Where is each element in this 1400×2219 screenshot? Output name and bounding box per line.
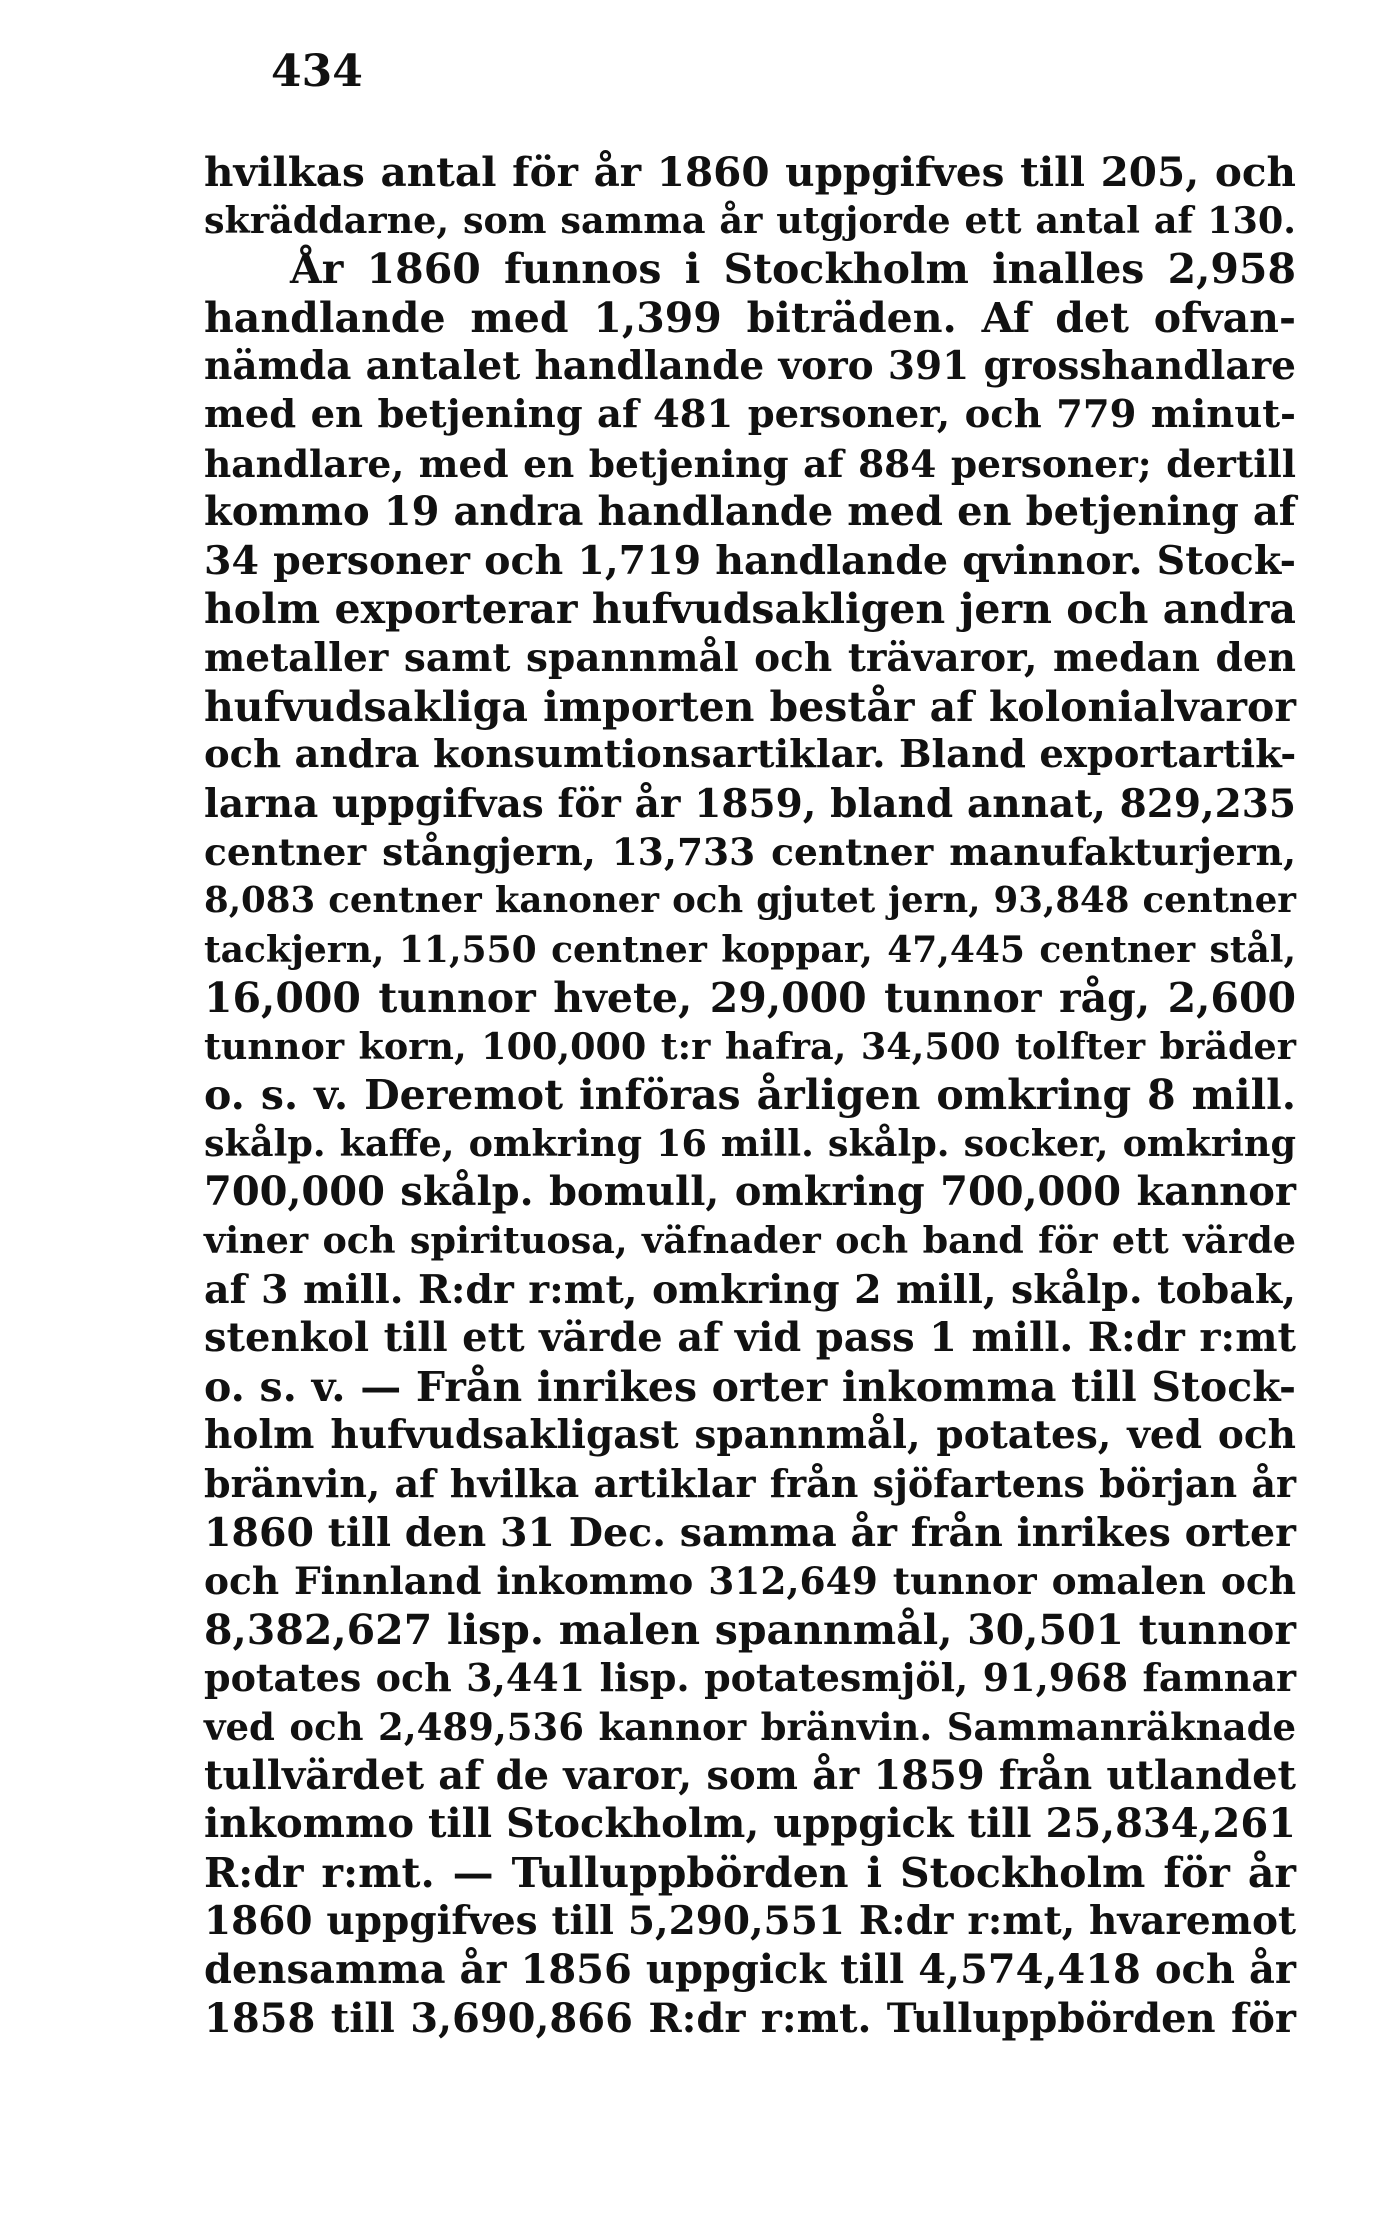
text-line: tackjern, 11,550 centner koppar, 47,445 centner stål, bbox=[204, 928, 1296, 971]
text-line: 34 personer och 1,719 handlande qvinnor. Stock- bbox=[204, 537, 1296, 584]
text-line: stenkol till ett värde af vid pass 1 mill. R:dr r:mt bbox=[204, 1314, 1296, 1362]
text-line: tunnor korn, 100,000 t:r hafra, 34,500 tolfter bräder bbox=[204, 1024, 1296, 1068]
text-line: kommo 19 andra handlande med en betjening af bbox=[204, 488, 1296, 536]
text-line: 8,382,627 lisp. malen spannmål, 30,501 tunnor bbox=[204, 1605, 1296, 1654]
text-line: skålp. kaffe, omkring 16 mill. skålp. socker, omkring bbox=[204, 1121, 1296, 1165]
text-line: 16,000 tunnor hvete, 29,000 tunnor råg, 2,600 bbox=[204, 974, 1296, 1023]
text-line: hufvudsakliga importen består af kolonialvaror bbox=[204, 682, 1296, 731]
text-line: 700,000 skålp. bomull, omkring 700,000 kannor bbox=[204, 1168, 1296, 1216]
text-line: larna uppgifvas för år 1859, bland annat, 829,235 bbox=[204, 780, 1296, 827]
text-line: metaller samt spannmål och trävaror, medan den bbox=[204, 634, 1296, 681]
text-line: viner och spirituosa, väfnader och band för ett värde bbox=[204, 1219, 1296, 1263]
text-line: tullvärdet af de varor, som år 1859 från utlandet bbox=[204, 1751, 1296, 1799]
text-line: holm hufvudsakligast spannmål, potates, ved och bbox=[204, 1412, 1296, 1459]
text-line: o. s. v. Deremot införas årligen omkring 8 mill. bbox=[204, 1071, 1296, 1120]
text-line: densamma år 1856 uppgick till 4,574,418 och år bbox=[204, 1945, 1296, 1993]
text-line: o. s. v. — Från inrikes orter inkomma till Stock- bbox=[204, 1362, 1296, 1411]
text-line: 8,083 centner kanoner och gjutet jern, 93,848 centner bbox=[204, 879, 1296, 921]
text-line: nämda antalet handlande voro 391 grosshandlare bbox=[204, 343, 1296, 390]
text-line: handlare, med en betjening af 884 personer; dertill bbox=[204, 441, 1296, 486]
text-line: hvilkas antal för år 1860 uppgifves till 205, och bbox=[204, 148, 1296, 196]
text-line: 1860 uppgifves till 5,290,551 R:dr r:mt, hvaremot bbox=[204, 1898, 1296, 1945]
text-line: af 3 mill. R:dr r:mt, omkring 2 mill, skålp. tobak, bbox=[204, 1266, 1296, 1313]
text-line: 1858 till 3,690,866 R:dr r:mt. Tulluppbörden för bbox=[204, 1994, 1296, 2042]
text-line: potates och 3,441 lisp. potatesmjöl, 91,968 famnar bbox=[204, 1655, 1296, 1701]
page-number: 434 bbox=[271, 46, 363, 97]
text-line: holm exporterar hufvudsakligen jern och andra bbox=[204, 585, 1296, 634]
text-line: med en betjening af 481 personer, och 779 minut- bbox=[204, 391, 1296, 437]
body-text bbox=[204, 148, 1296, 2043]
text-line: skräddarne, som samma år utgjorde ett antal af 130. bbox=[204, 198, 1296, 242]
text-line: R:dr r:mt. — Tulluppbörden i Stockholm för år bbox=[204, 1848, 1296, 1897]
text-line: ved och 2,489,536 kannor bränvin. Sammanräknade bbox=[204, 1705, 1296, 1749]
text-line: och andra konsumtionsartiklar. Bland exportartik- bbox=[204, 732, 1297, 778]
text-line: År 1860 funnos i Stockholm inalles 2,958 bbox=[290, 245, 1296, 294]
text-line: inkommo till Stockholm, uppgick till 25,834,261 bbox=[204, 1800, 1296, 1848]
text-line: centner stångjern, 13,733 centner manufakturjern, bbox=[204, 830, 1296, 875]
text-line: handlande med 1,399 biträden. Af det ofvan- bbox=[204, 293, 1296, 342]
text-line: och Finnland inkommo 312,649 tunnor omalen och bbox=[204, 1559, 1296, 1604]
text-line: bränvin, af hvilka artiklar från sjöfartens början år bbox=[204, 1461, 1296, 1507]
text-line: 1860 till den 31 Dec. samma år från inrikes orter bbox=[204, 1509, 1296, 1556]
